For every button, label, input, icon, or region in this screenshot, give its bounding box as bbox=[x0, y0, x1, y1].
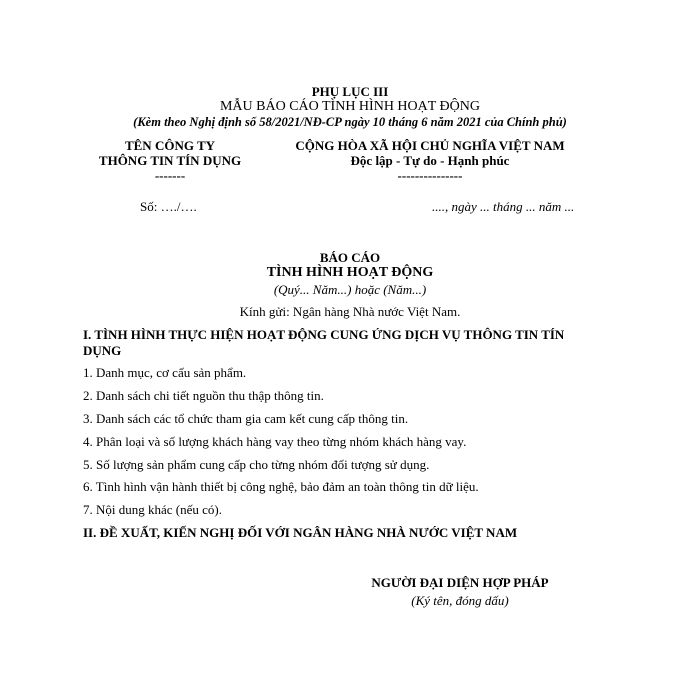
national-motto: Độc lập - Tự do - Hạnh phúc bbox=[350, 153, 510, 168]
appendix-subtitle: MẪU BÁO CÁO TÌNH HÌNH HOẠT ĐỘNG bbox=[219, 99, 481, 114]
report-recipient: Kính gửi: Ngân hàng Nhà nước Việt Nam. bbox=[239, 304, 461, 319]
appendix-note: (Kèm theo Nghị định số 58/2021/NĐ-CP ngày 10 tháng 6 năm 2021 của Chính phủ) bbox=[133, 115, 567, 129]
list-item: 1. Danh mục, cơ cấu sản phẩm. bbox=[83, 365, 247, 380]
document-date: ...., ngày ... tháng ... năm ... bbox=[432, 199, 575, 214]
list-item: 6. Tình hình vận hành thiết bị công nghệ, bảo đảm an toàn thông tin dữ liệu. bbox=[83, 479, 479, 494]
left-divider: ------- bbox=[154, 168, 186, 183]
list-item: 7. Nội dung khác (nếu có). bbox=[83, 502, 222, 517]
list-item: 5. Số lượng sản phẩm cung cấp cho từng nhóm đối tượng sử dụng. bbox=[83, 457, 430, 472]
company-name: TÊN CÔNG TY bbox=[124, 138, 216, 153]
section2-heading: II. ĐỀ XUẤT, KIẾN NGHỊ ĐỐI VỚI NGÂN HÀNG NHÀ NƯỚC VIỆT NAM bbox=[83, 525, 518, 540]
national-title: CỘNG HÒA XÃ HỘI CHỦ NGHĨA VIỆT NAM bbox=[295, 138, 565, 153]
signature-note: (Ký tên, đóng dấu) bbox=[411, 593, 509, 608]
right-divider: --------------- bbox=[397, 168, 463, 183]
section1-heading: I. TÌNH HÌNH THỰC HIỆN HOẠT ĐỘNG CUNG ỨNG DỊCH VỤ THÔNG TIN TÍN bbox=[83, 327, 565, 342]
report-title: BÁO CÁO bbox=[319, 250, 381, 265]
list-item: 2. Danh sách chi tiết nguồn thu thập thông tin. bbox=[83, 388, 324, 403]
document-number: Số: …./…. bbox=[140, 199, 197, 214]
list-item: 4. Phân loại và số lượng khách hàng vay theo từng nhóm khách hàng vay. bbox=[83, 434, 467, 449]
report-subtitle: TÌNH HÌNH HOẠT ĐỘNG bbox=[266, 265, 434, 280]
company-type: THÔNG TIN TÍN DỤNG bbox=[98, 153, 242, 168]
report-period: (Quý... Năm...) hoặc (Năm...) bbox=[273, 282, 427, 297]
list-item: 3. Danh sách các tổ chức tham gia cam kết cung cấp thông tin. bbox=[83, 411, 409, 426]
appendix-title: PHỤ LỤC III bbox=[311, 84, 389, 99]
signature-title: NGƯỜI ĐẠI DIỆN HỢP PHÁP bbox=[371, 575, 549, 590]
section1-heading-cont: DỤNG bbox=[83, 343, 122, 358]
